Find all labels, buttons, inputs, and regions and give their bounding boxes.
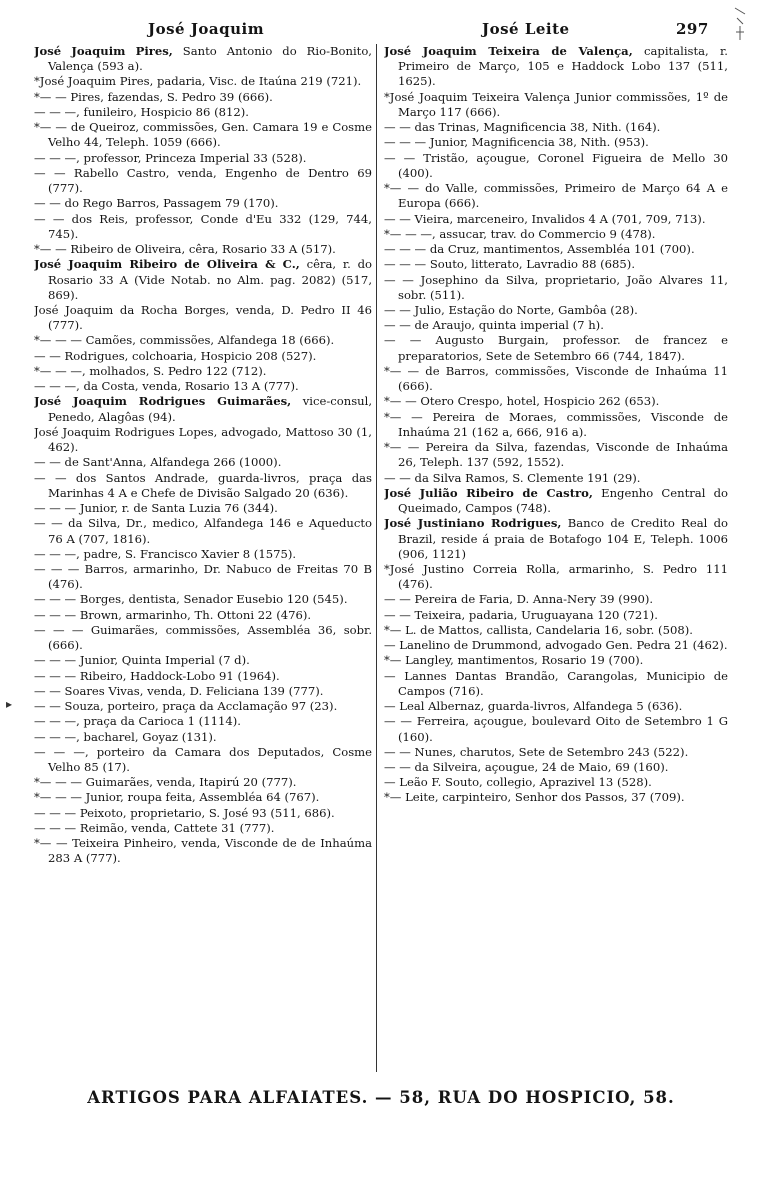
directory-entry: — — — Guimarães, commissões, Assembléa 36, sobr. (666).	[34, 622, 372, 653]
entry-name: José Julião Ribeiro de Castro,	[384, 485, 593, 500]
directory-entry: *— — — Junior, roupa feita, Assembléa 64 (767).	[34, 790, 320, 805]
running-header-left: José Joaquim	[148, 20, 265, 38]
directory-entry	[384, 44, 728, 90]
directory-entry: — — —, bacharel, Goyaz (131).	[34, 729, 217, 744]
directory-entry	[384, 486, 728, 516]
directory-entry: — — do Rego Barros, Passagem 79 (170).	[34, 196, 279, 211]
directory-entry: *— Langley, mantimentos, Rosario 19 (700).	[384, 653, 644, 668]
entry-details: capitalista, r. Primeiro de Março, 105 e Haddock Lobo 137 (511, 1625).	[398, 44, 728, 89]
entry-details: cêra, r. do Rosario 33 A (Vide Notab. no Alm. pag. 2082) (517, 869).	[48, 257, 372, 302]
directory-entry: — — dos Reis, professor, Conde d'Eu 332 (129, 744, 745).	[34, 211, 372, 241]
directory-entry: — — — Borges, dentista, Senador Eusebio 120 (545).	[34, 592, 348, 607]
directory-entry: *— — Pereira da Silva, fazendas, Visconde de Inhaúma 26, Teleph. 137 (592, 1552).	[384, 440, 728, 470]
directory-entry: *— — Ribeiro de Oliveira, cêra, Rosario 33 A (517).	[34, 242, 336, 257]
directory-entry: *— — —, molhados, S. Pedro 122 (712).	[34, 363, 267, 378]
directory-entry: — — —, praça da Carioca 1 (1114).	[34, 714, 241, 729]
column-divider	[376, 44, 377, 1072]
directory-entry: — — Pereira de Faria, D. Anna-Nery 39 (990).	[384, 592, 654, 607]
directory-entry: — — Teixeira, padaria, Uruguayana 120 (721).	[384, 607, 658, 622]
directory-entry: — — da Silveira, açougue, 24 de Maio, 69 (160).	[384, 760, 669, 775]
directory-entry: *— — de Barros, commissões, Visconde de Inhaúma 11 (666).	[384, 363, 728, 394]
directory-entry: *— — —, assucar, trav. do Commercio 9 (478).	[384, 226, 656, 241]
entry-name: José Joaquim Teixeira de Valença,	[384, 44, 633, 58]
directory-entry: José Joaquim Rodrigues Lopes, advogado, Mattoso 30 (1, 462).	[34, 424, 372, 455]
directory-entry: — Leão F. Souto, collegio, Aprazivel 13 (528).	[384, 775, 652, 790]
right-column	[384, 44, 728, 1072]
directory-entry: *— — do Valle, commissões, Primeiro de Março 64 A e Europa (666).	[384, 181, 728, 211]
directory-entry: — — — Junior, r. de Santa Luzia 76 (344).	[34, 501, 278, 516]
directory-entry: — — —, professor, Princeza Imperial 33 (528).	[34, 150, 307, 165]
directory-entry: *— — Otero Crespo, hotel, Hospicio 262 (653).	[384, 394, 660, 409]
directory-entry: — — — Barros, armarinho, Dr. Nabuco de Freitas 70 B (476).	[34, 561, 372, 592]
directory-entry: — — Rodrigues, colchoaria, Hospicio 208 (527).	[34, 348, 317, 363]
directory-entry: — — —, da Costa, venda, Rosario 13 A (777).	[34, 379, 299, 394]
margin-arrow-icon: ▸	[6, 697, 13, 711]
directory-entry: — — — Peixoto, proprietario, S. José 93 (511, 686).	[34, 805, 335, 820]
directory-entry: — — das Trinas, Magnificencia 38, Nith. (164).	[384, 120, 661, 135]
directory-entry: — — Nunes, charutos, Sete de Setembro 243 (522).	[384, 744, 689, 759]
directory-entry	[34, 44, 372, 74]
directory-entry: — Lanelino de Drummond, advogado Gen. Pedra 21 (462).	[384, 638, 728, 653]
directory-entry: *José Joaquim Teixeira Valença Junior commissões, 1º de Março 117 (666).	[384, 89, 728, 119]
directory-entry: — — Vieira, marceneiro, Invalidos 4 A (701, 709, 713).	[384, 211, 706, 226]
directory-entry: — — —, porteiro da Camara dos Deputados, Cosme Velho 85 (17).	[34, 744, 372, 775]
directory-entry: — — dos Santos Andrade, guarda-livros, praça das Marinhas 4 A e Chefe de Divisão Salgado 20 (636).	[34, 470, 372, 500]
directory-entry: — — de Araujo, quinta imperial (7 h).	[384, 318, 604, 333]
directory-entry: — — Julio, Estação do Norte, Gambôa (28).	[384, 302, 638, 317]
entry-name: José Joaquim Rodrigues Guimarães,	[34, 394, 292, 409]
directory-entry: *— — — Camões, commissões, Alfandega 18 (666).	[34, 333, 335, 348]
directory-entry: — — de Sant'Anna, Alfandega 266 (1000).	[34, 455, 282, 470]
directory-entry: — — Ferreira, açougue, boulevard Oito de Setembro 1 G (160).	[384, 714, 728, 744]
directory-entry: — — Augusto Burgain, professor. de francez e preparatorios, Sete de Setembro 66 (744, 1847).	[384, 333, 728, 363]
directory-entry: — — da Silva Ramos, S. Clemente 191 (29).	[384, 470, 641, 485]
directory-entry: *— — Teixeira Pinheiro, venda, Visconde de de Inhaúma 283 A (777).	[34, 836, 372, 866]
directory-entry: *— L. de Mattos, callista, Candelaria 16, sobr. (508).	[384, 622, 693, 637]
directory-entry: — — —, padre, S. Francisco Xavier 8 (1575).	[34, 546, 297, 561]
entry-details: Santo Antonio do Rio-Bonito, Valença (593 a).	[48, 44, 372, 74]
directory-entry: — — — Ribeiro, Haddock-Lobo 91 (1964).	[34, 668, 280, 683]
left-column	[34, 44, 372, 1072]
entry-details: Banco de Credito Real do Brazil, reside á praia de Botafogo 104 E, Teleph. 1006 (906, 1121)	[398, 516, 728, 561]
advertisement-footer: ARTIGOS PARA ALFAIATES. — 58, RUA DO HOSPICIO, 58.	[87, 1088, 675, 1107]
directory-entry: — Lannes Dantas Brandão, Carangolas, Municipio de Campos (716).	[384, 668, 728, 698]
directory-entry	[384, 516, 728, 562]
directory-entry: — — Josephino da Silva, proprietario, João Alvares 11, sobr. (511).	[384, 272, 728, 302]
directory-entry: — — Rabello Castro, venda, Engenho de Dentro 69 (777).	[34, 165, 372, 196]
directory-entry: — Leal Albernaz, guarda-livros, Alfandega 5 (636).	[384, 699, 683, 714]
directory-entry: *José Joaquim Pires, padaria, Visc. de Itaúna 219 (721).	[34, 74, 362, 89]
directory-entry: *— — de Queiroz, commissões, Gen. Camara 19 e Cosme Velho 44, Teleph. 1059 (666).	[34, 120, 372, 150]
directory-entry: — — — Souto, litterato, Lavradio 88 (685).	[384, 257, 636, 272]
directory-entry: — — — Reimão, venda, Cattete 31 (777).	[34, 820, 275, 835]
directory-entry: — — da Silva, Dr., medico, Alfandega 146 e Aqueducto 76 A (707, 1816).	[34, 516, 372, 546]
directory-entry: — — —, funileiro, Hospicio 86 (812).	[34, 104, 249, 119]
directory-entry: *— — Pires, fazendas, S. Pedro 39 (666).	[34, 89, 273, 104]
entry-name: José Joaquim Ribeiro de Oliveira & C.,	[34, 257, 300, 272]
directory-entry: — — — Junior, Magnificencia 38, Nith. (953).	[384, 135, 649, 150]
corner-stamp-mark	[731, 4, 749, 44]
entry-name: José Justiniano Rodrigues,	[384, 516, 562, 531]
directory-entry: — — Souza, porteiro, praça da Acclamação 97 (23).	[34, 699, 338, 714]
entry-details: Engenho Central do Queimado, Campos (748).	[398, 485, 728, 516]
directory-entry: — — — Brown, armarinho, Th. Ottoni 22 (476).	[34, 607, 312, 622]
directory-entry: *— — — Guimarães, venda, Itapirú 20 (777).	[34, 775, 297, 790]
directory-entry: — — Soares Vivas, venda, D. Feliciana 139 (777).	[34, 683, 324, 698]
directory-entry: *José Justino Correia Rolla, armarinho, S. Pedro 111 (476).	[384, 561, 728, 592]
entry-name: José Joaquim Pires,	[34, 44, 173, 58]
directory-entry: — — — da Cruz, mantimentos, Assembléa 101 (700).	[384, 242, 695, 257]
directory-entry: *— — Pereira de Moraes, commissões, Visconde de Inhaúma 21 (162 a, 666, 916 a).	[384, 409, 728, 439]
directory-entry: — — — Junior, Quinta Imperial (7 d).	[34, 653, 250, 668]
running-header-right: José Leite	[482, 20, 570, 38]
directory-entry: — — Tristão, açougue, Coronel Figueira de Mello 30 (400).	[384, 150, 728, 180]
directory-entry	[34, 257, 372, 303]
directory-entry: *— Leite, carpinteiro, Senhor dos Passos, 37 (709).	[384, 790, 685, 805]
entry-details: vice-consul, Penedo, Alagôas (94).	[48, 394, 372, 424]
page-number: 297	[676, 20, 709, 38]
directory-entry	[34, 394, 372, 424]
directory-entry: José Joaquim da Rocha Borges, venda, D. Pedro II 46 (777).	[34, 302, 372, 333]
